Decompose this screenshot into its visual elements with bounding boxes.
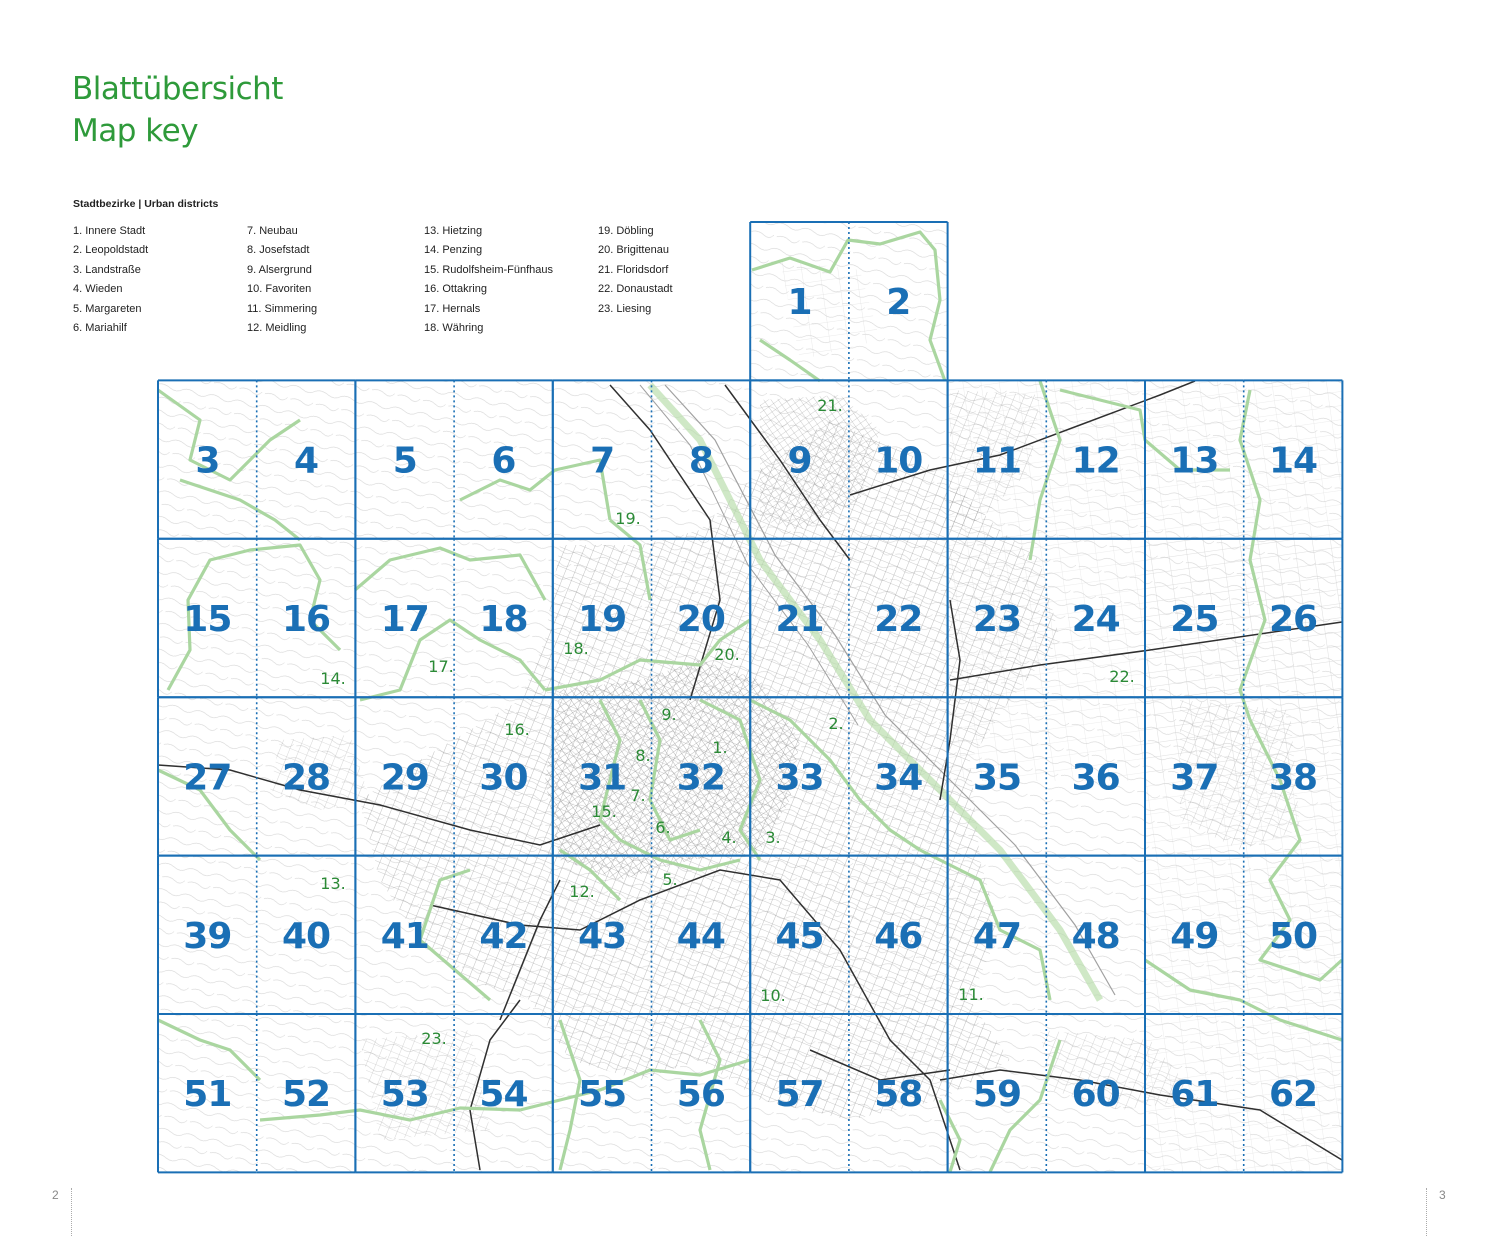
sheet-number: 37 (1170, 757, 1219, 799)
sheet-number: 27 (183, 757, 232, 799)
map-sheet-5[interactable] (355, 380, 454, 538)
map-sheet-46[interactable] (849, 856, 948, 1014)
sheet-number: 42 (479, 915, 528, 957)
map-sheet-43[interactable] (553, 856, 652, 1014)
legend-item: 9. Alsergrund (247, 263, 312, 276)
legend-item: 10. Favoriten (247, 283, 312, 296)
sheet-number: 50 (1268, 915, 1318, 957)
sheet-number: 6 (491, 440, 516, 482)
sheet-number: 46 (874, 915, 923, 957)
district-label: 2. (828, 714, 844, 733)
district-label: 7. (630, 786, 646, 805)
district-label: 6. (655, 818, 671, 837)
district-label: 16. (504, 720, 530, 739)
district-label: 11. (958, 985, 984, 1004)
sheet-number: 12 (1071, 440, 1120, 482)
district-label: 10. (760, 986, 786, 1005)
sheet-number: 54 (479, 1074, 528, 1116)
legend-item: 20. Brigittenau (598, 244, 669, 257)
map-sheet-57[interactable] (750, 1014, 849, 1172)
district-label: 3. (765, 828, 781, 847)
district-label: 4. (721, 828, 737, 847)
district-label: 22. (1109, 667, 1135, 686)
sheet-number: 57 (775, 1074, 824, 1116)
page-divider-left (71, 1188, 72, 1236)
district-label: 18. (563, 639, 589, 658)
sheet-number: 22 (874, 599, 923, 640)
map-sheet-8[interactable] (652, 380, 751, 538)
legend-item: 2. Leopoldstadt (73, 244, 149, 257)
map-sheet-11[interactable] (948, 380, 1047, 538)
sheet-number: 8 (688, 440, 713, 482)
sheet-number: 30 (479, 757, 528, 799)
legend-item: 21. Floridsdorf (598, 263, 669, 276)
district-label: 14. (320, 669, 346, 688)
map-sheet-38[interactable] (1244, 697, 1343, 855)
page-divider-right (1426, 1188, 1427, 1236)
sheet-number: 52 (281, 1074, 331, 1116)
legend-item: 7. Neubau (247, 225, 298, 237)
map-sheet-10[interactable] (849, 380, 948, 538)
legend-item: 6. Mariahilf (73, 322, 127, 335)
map-sheet-23[interactable] (948, 539, 1047, 697)
district-label: 1. (712, 738, 728, 757)
map-sheet-1[interactable] (750, 222, 849, 380)
map-sheet-29[interactable] (355, 697, 454, 855)
map-sheet-21[interactable] (750, 539, 849, 697)
sheet-number: 49 (1170, 915, 1219, 957)
map-sheet-13[interactable] (1145, 380, 1244, 538)
legend-item: 19. Döbling (598, 225, 654, 237)
map-sheet-51[interactable] (158, 1014, 257, 1172)
district-label: 9. (661, 705, 677, 724)
map-sheet-60[interactable] (1046, 1014, 1145, 1172)
sheet-number: 40 (281, 915, 331, 957)
legend-item: 18. Währing (424, 322, 484, 335)
sheet-number: 1 (787, 282, 812, 324)
map-sheet-3[interactable] (158, 380, 257, 538)
sheet-number: 24 (1071, 599, 1120, 640)
district-label: 17. (428, 657, 454, 676)
sheet-number: 23 (972, 599, 1022, 640)
sheet-number: 59 (972, 1074, 1022, 1116)
map-sheet-36[interactable] (1046, 697, 1145, 855)
district-label: 23. (421, 1029, 447, 1048)
sheet-number: 36 (1071, 757, 1120, 799)
sheet-number: 11 (972, 440, 1022, 482)
district-label: 20. (714, 645, 740, 664)
sheet-number: 7 (590, 440, 615, 482)
sheet-number: 56 (676, 1074, 725, 1116)
map-sheet-37[interactable] (1145, 697, 1244, 855)
sheet-number: 34 (874, 757, 923, 799)
sheet-number: 9 (787, 440, 812, 482)
sheet-number: 29 (380, 757, 429, 799)
map-sheet-12[interactable] (1046, 380, 1145, 538)
district-label: 5. (662, 870, 678, 889)
legend-heading: Stadtbezirke | Urban districts (73, 198, 219, 210)
title-english: Map key (72, 113, 199, 149)
map-sheet-6[interactable] (454, 380, 553, 538)
sheet-number: 20 (676, 599, 725, 640)
sheet-number: 4 (294, 440, 319, 482)
sheet-grid (158, 222, 1342, 1172)
legend-item: 15. Rudolfsheim-Fünfhaus (424, 263, 554, 276)
map-sheet-52[interactable] (257, 1014, 356, 1172)
map-sheet-4[interactable] (257, 380, 356, 538)
map-sheet-49[interactable] (1145, 856, 1244, 1014)
map-sheet-14[interactable] (1244, 380, 1343, 538)
map-sheet-42[interactable] (454, 856, 553, 1014)
sheet-number: 15 (183, 599, 232, 640)
sheet-number: 5 (392, 440, 417, 482)
sheet-number: 39 (183, 915, 232, 957)
map-sheet-56[interactable] (652, 1014, 751, 1172)
sheet-number: 53 (380, 1074, 429, 1116)
sheet-number: 10 (874, 440, 923, 482)
sheet-number: 61 (1170, 1074, 1219, 1116)
map-sheet-20[interactable] (652, 539, 751, 697)
legend-item: 22. Donaustadt (598, 283, 673, 296)
district-label: 13. (320, 874, 346, 893)
district-label: 8. (635, 746, 651, 765)
sheet-number: 25 (1170, 599, 1219, 640)
sheet-number: 44 (676, 915, 725, 957)
sheet-number: 13 (1170, 440, 1219, 482)
sheet-number: 26 (1268, 599, 1318, 640)
sheet-number: 18 (479, 599, 528, 640)
map-sheet-22[interactable] (849, 539, 948, 697)
sheet-number: 3 (195, 440, 220, 482)
map-sheet-28[interactable] (257, 697, 356, 855)
map-sheet-27[interactable] (158, 697, 257, 855)
legend-item: 5. Margareten (73, 302, 142, 315)
map-sheet-61[interactable] (1145, 1014, 1244, 1172)
sheet-number: 17 (380, 599, 429, 640)
page-number-right: 3 (1439, 1188, 1446, 1202)
map-sheet-35[interactable] (948, 697, 1047, 855)
map-sheet-25[interactable] (1145, 539, 1244, 697)
sheet-number: 14 (1268, 440, 1318, 482)
district-label: 15. (591, 802, 617, 821)
map-sheet-15[interactable] (158, 539, 257, 697)
sheet-number: 45 (775, 915, 824, 957)
legend-item: 13. Hietzing (424, 225, 483, 237)
legend-item: 16. Ottakring (424, 283, 487, 296)
sheet-number: 16 (281, 599, 331, 640)
sheet-number: 33 (775, 757, 824, 799)
map-sheet-18[interactable] (454, 539, 553, 697)
legend-item: 4. Wieden (73, 283, 123, 296)
legend-item: 11. Simmering (247, 302, 318, 315)
district-label: 19. (615, 509, 641, 528)
legend-item: 1. Innere Stadt (73, 225, 146, 237)
sheet-number: 43 (578, 915, 627, 957)
sheet-number: 51 (183, 1074, 232, 1116)
map-sheet-31[interactable] (553, 697, 652, 855)
map-sheet-39[interactable] (158, 856, 257, 1014)
legend-item: 14. Penzing (424, 244, 483, 257)
legend-item: 3. Landstraße (73, 263, 141, 276)
legend-item: 23. Liesing (598, 302, 652, 315)
sheet-number: 28 (281, 757, 331, 799)
map-sheet-62[interactable] (1244, 1014, 1343, 1172)
district-label: 21. (817, 396, 843, 415)
sheet-number: 38 (1268, 757, 1318, 799)
sheet-number: 60 (1071, 1074, 1120, 1116)
district-label: 12. (569, 882, 595, 901)
sheet-number: 21 (775, 599, 824, 640)
sheet-number: 19 (578, 599, 627, 640)
map-sheet-34[interactable] (849, 697, 948, 855)
map-sheet-26[interactable] (1244, 539, 1343, 697)
sheet-number: 55 (578, 1074, 627, 1116)
map-sheet-58[interactable] (849, 1014, 948, 1172)
sheet-number: 32 (676, 757, 725, 799)
map-sheet-59[interactable] (948, 1014, 1047, 1172)
sheet-number: 48 (1071, 915, 1120, 957)
sheet-number: 41 (380, 915, 429, 957)
sheet-number: 62 (1268, 1074, 1318, 1116)
legend-item: 8. Josefstadt (247, 244, 310, 257)
sheet-number: 47 (972, 915, 1022, 957)
sheet-number: 31 (578, 757, 627, 799)
legend-item: 12. Meidling (247, 322, 307, 335)
map-sheet-41[interactable] (355, 856, 454, 1014)
map-sheet-48[interactable] (1046, 856, 1145, 1014)
map-sheet-2[interactable] (849, 222, 948, 380)
sheet-number: 35 (972, 757, 1022, 799)
legend-item: 17. Hernals (424, 302, 481, 315)
map-sheet-55[interactable] (553, 1014, 652, 1172)
map-sheet-19[interactable] (553, 539, 652, 697)
map-sheet-54[interactable] (454, 1014, 553, 1172)
page-number-left: 2 (52, 1188, 59, 1202)
sheet-number: 2 (886, 282, 911, 324)
title-german: Blattübersicht (72, 71, 283, 107)
sheet-number: 58 (874, 1074, 923, 1116)
map-sheet-50[interactable] (1244, 856, 1343, 1014)
